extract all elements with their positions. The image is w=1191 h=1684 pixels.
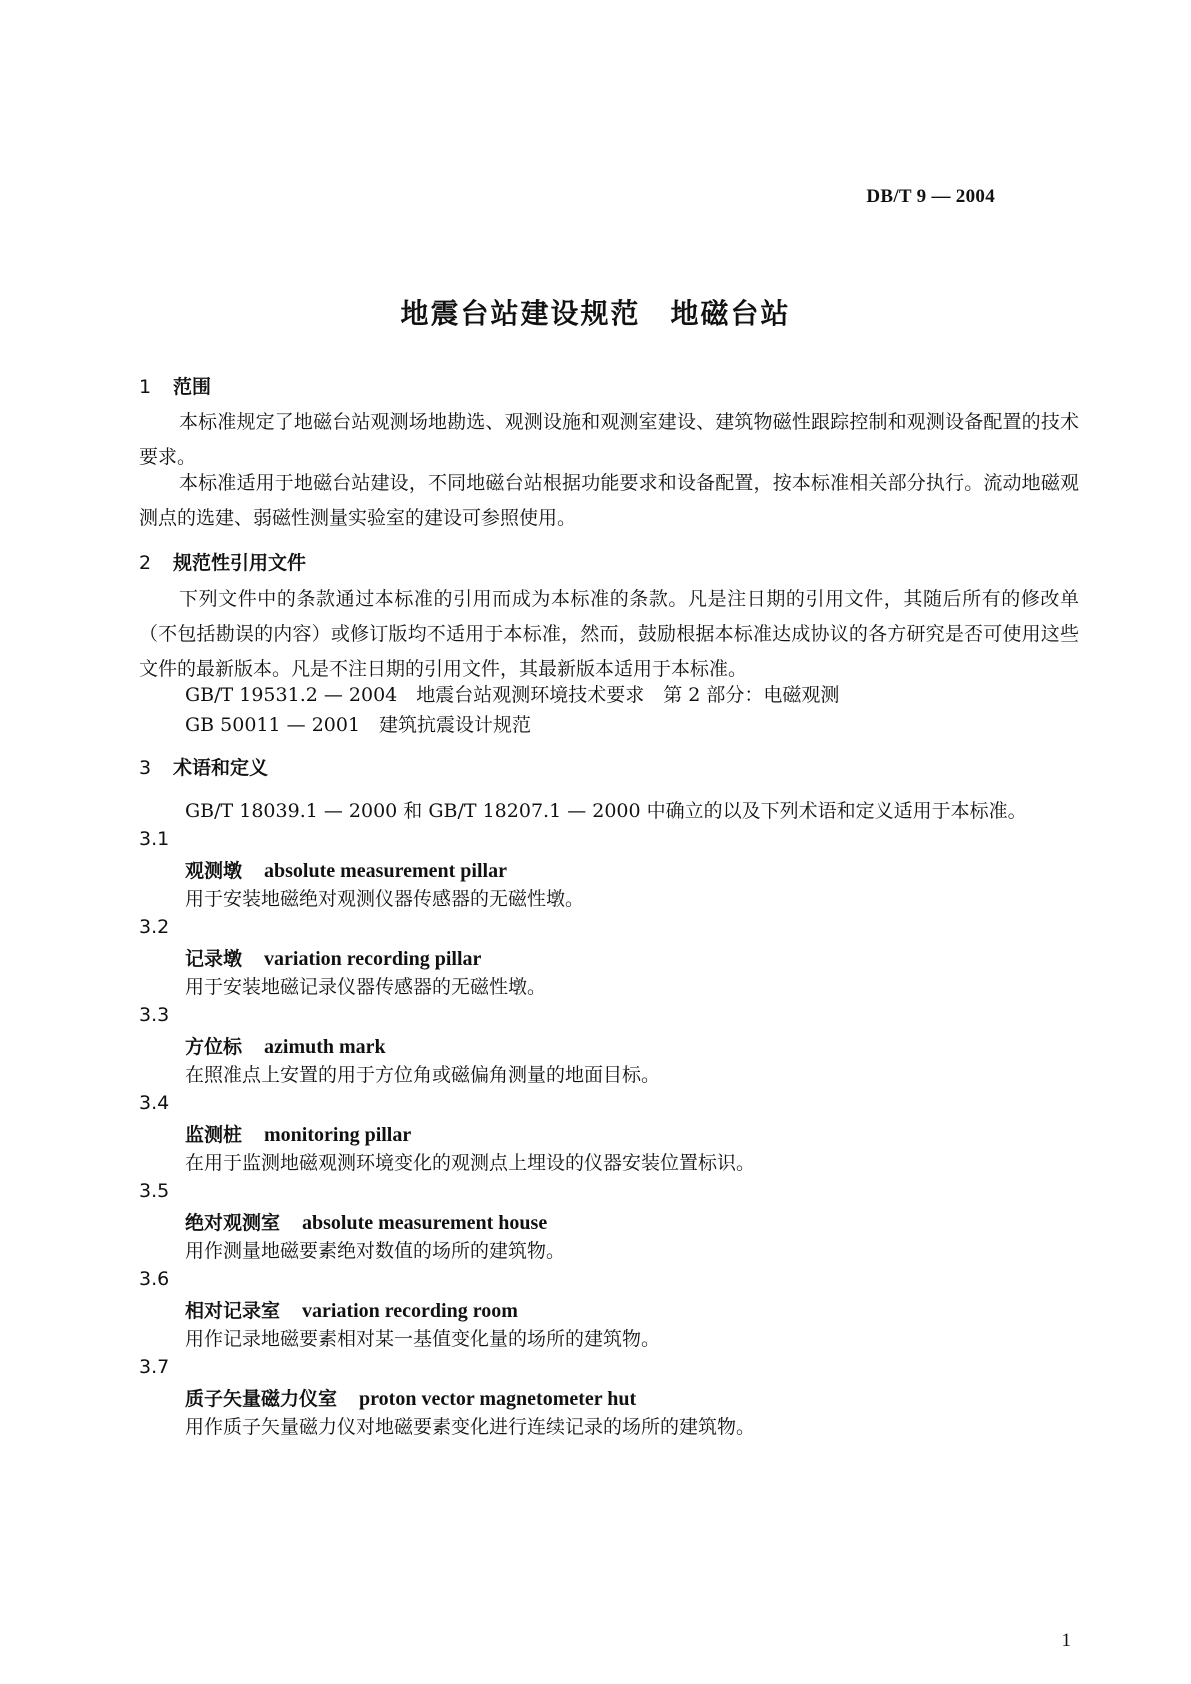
term-title	[185, 1384, 636, 1411]
section-title: 规范性引用文件	[173, 552, 307, 574]
section-number: 1	[139, 376, 152, 398]
term-number: 3.6	[139, 1268, 170, 1290]
term-title	[185, 1032, 386, 1059]
section-1-paragraph-2: 本标准适用于地磁台站建设，不同地磁台站根据功能要求和设备配置，按本标准相关部分执行。流动地磁观测点的选建、弱磁性测量实验室的建设可参照使用。	[139, 472, 1079, 529]
section-number: 3	[139, 757, 152, 779]
term-name-en: proton vector magnetometer hut	[359, 1388, 637, 1410]
term-definition: 在用于监测地磁观测环境变化的观测点上埋设的仪器安装位置标识。	[185, 1152, 756, 1174]
term-name-en: variation recording room	[302, 1300, 518, 1322]
section-number: 2	[139, 552, 152, 574]
term-title	[185, 944, 481, 971]
term-number: 3.2	[139, 916, 170, 938]
term-name-en: variation recording pillar	[264, 948, 482, 970]
term-name-zh: 记录墩	[185, 948, 243, 970]
term-definition: 用作质子矢量磁力仪对地磁要素变化进行连续记录的场所的建筑物。	[185, 1416, 756, 1438]
reference-item: GB/T 19531.2 — 2004 地震台站观测环境技术要求 第 2 部分：电磁观测	[185, 684, 840, 706]
term-name-en: absolute measurement house	[302, 1212, 548, 1234]
term-title	[185, 1208, 547, 1235]
section-1-paragraph-1: 本标准规定了地磁台站观测场地勘选、观测设施和观测室建设、建筑物磁性跟踪控制和观测设备配置的技术要求。	[139, 411, 1079, 468]
term-title	[185, 1296, 518, 1323]
term-number: 3.3	[139, 1004, 170, 1026]
section-3-heading	[139, 753, 268, 780]
section-title: 术语和定义	[173, 757, 269, 779]
term-name-zh: 质子矢量磁力仪室	[185, 1388, 338, 1410]
term-name-zh: 监测桩	[185, 1124, 243, 1146]
term-definition: 用作测量地磁要素绝对数值的场所的建筑物。	[185, 1240, 566, 1262]
document-title: 地震台站建设规范 地磁台站	[400, 297, 791, 330]
term-number: 3.7	[139, 1356, 170, 1378]
term-name-en: absolute measurement pillar	[264, 860, 507, 882]
term-name-zh: 方位标	[185, 1036, 243, 1058]
term-name-en: azimuth mark	[264, 1036, 386, 1058]
term-definition: 用于安装地磁绝对观测仪器传感器的无磁性墩。	[185, 888, 585, 910]
page-number: 1	[1061, 1630, 1071, 1651]
section-title: 范围	[173, 376, 212, 398]
reference-item: GB 50011 — 2001 建筑抗震设计规范	[185, 714, 532, 736]
term-number: 3.5	[139, 1180, 170, 1202]
section-2-paragraph: 下列文件中的条款通过本标准的引用而成为本标准的条款。凡是注日期的引用文件，其随后所有的修改单（不包括勘误的内容）或修订版均不适用于本标准，然而，鼓励根据本标准达成协议的各方研究是否可使用这些文件的最新版本。凡是不注日期的引用文件，其最新版本适用于本标准。	[139, 588, 1079, 680]
term-title	[185, 856, 507, 883]
section-3-intro: GB/T 18039.1 — 2000 和 GB/T 18207.1 — 2000 中确立的以及下列术语和定义适用于本标准。	[185, 800, 1027, 822]
section-2-heading	[139, 548, 306, 575]
term-title	[185, 1120, 411, 1147]
term-definition: 用作记录地磁要素相对某一基值变化量的场所的建筑物。	[185, 1328, 661, 1350]
section-1-heading	[139, 372, 211, 399]
term-number: 3.4	[139, 1092, 170, 1114]
standard-code: DB/T 9 — 2004	[866, 186, 995, 207]
term-definition: 用于安装地磁记录仪器传感器的无磁性墩。	[185, 976, 547, 998]
term-name-zh: 相对记录室	[185, 1300, 281, 1322]
term-name-zh: 观测墩	[185, 860, 243, 882]
term-number: 3.1	[139, 828, 170, 850]
term-name-en: monitoring pillar	[264, 1124, 412, 1146]
term-name-zh: 绝对观测室	[185, 1212, 281, 1234]
term-definition: 在照准点上安置的用于方位角或磁偏角测量的地面目标。	[185, 1064, 661, 1086]
